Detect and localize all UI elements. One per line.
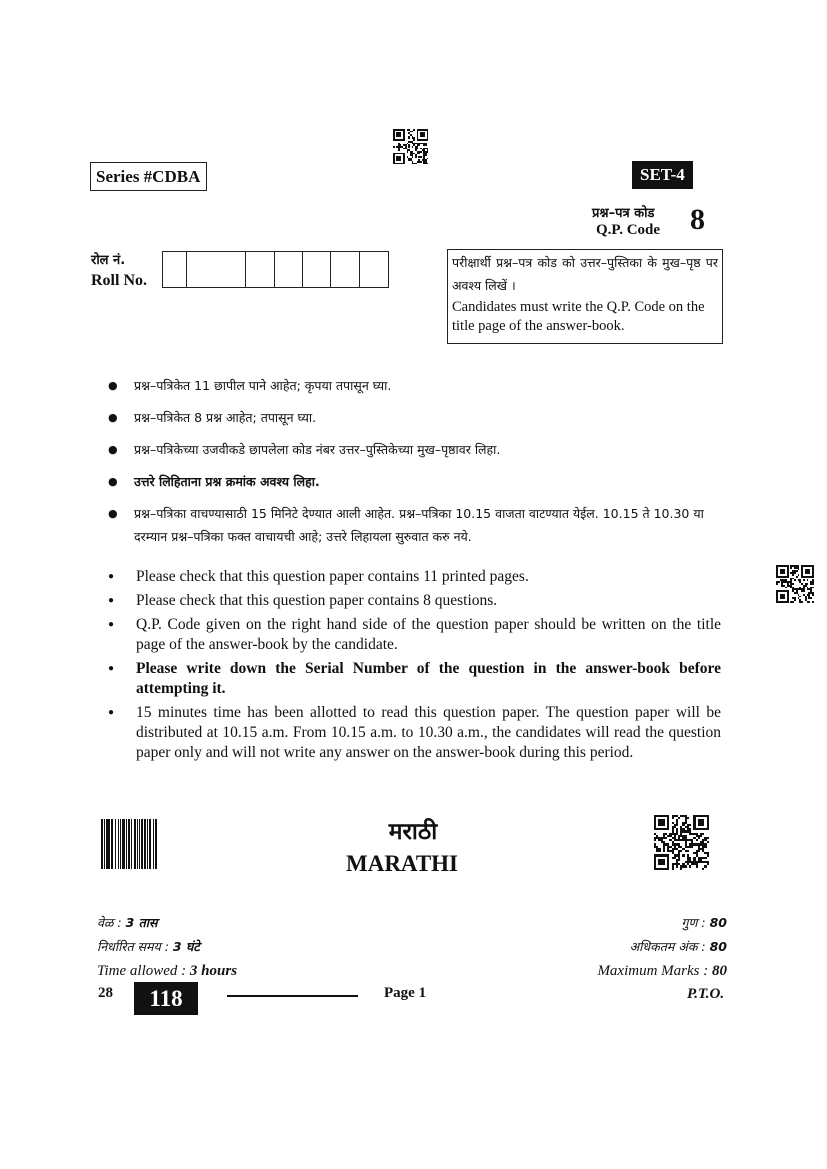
instruction-item: ● प्रश्न–पत्रिका वाचण्यासाठी 15 मिनिटे देण्यात आली आहेत. प्रश्न–पत्रिका 10.15 वाजता वाटण्यात येईल. 10.15 ते 10.30 या दरम्यान प्रश्न–पत्रिका फक्त वाचायची आहे; उत्तरे लिहायला सुरुवात करु नये. [108,502,723,548]
qr-code-subject [654,815,709,870]
roll-digit-box[interactable] [360,252,388,287]
notice-text-english: Candidates must write the Q.P. Code on the title page of the answer-book. [452,299,705,334]
roll-label-marathi: रोल नं. [91,253,126,268]
barcode [101,819,201,869]
roll-digit-box[interactable] [163,252,187,287]
time-line-marathi: वेळ : 3 तास [97,915,158,930]
instructions-marathi [108,374,723,557]
paper-code-badge: 118 [134,982,198,1015]
instruction-item: ● Q.P. Code given on the right hand side of the question paper should be written on the title page of the answer-book by the candidate. [108,615,721,655]
time-line-hindi: निर्धारित समय : 3 घंटे [97,939,200,954]
instruction-item: ● प्रश्न–पत्रिकेत 11 छापील पाने आहेत; कृपया तपासून घ्या. [108,374,723,397]
footer-rule [227,995,358,997]
subject-title-english: MARATHI [346,851,459,876]
instruction-item: ● Please check that this question paper contains 11 printed pages. [108,567,721,587]
page-number: Page 1 [384,985,427,1001]
roll-digit-box[interactable] [303,252,331,287]
instruction-item: ● प्रश्न–पत्रिकेत 8 प्रश्न आहेत; तपासून घ्या. [108,406,723,429]
roll-label-english: Roll No. [91,272,147,289]
marks-line-english: Maximum Marks : 80 [597,963,727,979]
instruction-item: ● उत्तरे लिहिताना प्रश्न क्रमांक अवश्य लिहा. [108,470,723,493]
time-line-english: Time allowed : 3 hours [97,963,238,979]
qp-code-label-marathi: प्रश्न–पत्र कोड [592,206,655,221]
time-info [97,911,237,983]
set-badge: SET-4 [632,161,693,189]
page-count: 28 [98,985,113,1001]
instruction-item: ● 15 minutes time has been allotted to read this question paper. The question paper will be distributed at 10.15 a.m. From 10.15 a.m. to 10.30 a.m., the candidates will read the question paper only and will not write any answer on the answer-book during this period. [108,703,721,763]
qp-code-label-english: Q.P. Code [596,222,661,238]
instruction-item: ● प्रश्न–पत्रिकेच्या उजवीकडे छापलेला कोड नंबर उत्तर–पुस्तिकेच्या मुख–पृष्ठावर लिहा. [108,438,723,461]
roll-digit-box[interactable] [275,252,303,287]
subject-title-marathi: मराठी [388,819,438,845]
qr-code-side [776,565,814,603]
series-label: Series #CDBA [90,162,207,191]
qr-code-top [393,129,428,164]
roll-digit-box[interactable] [246,252,275,287]
notice-text-marathi: परीक्षार्थी प्रश्न–पत्र कोड को उत्तर–पुस्तिका के मुख–पृष्ठ पर अवश्य लिखें । [452,255,718,293]
qp-code-notice [447,249,723,344]
instructions-english [108,567,721,767]
roll-number-boxes[interactable] [162,251,389,288]
pto-label: P.T.O. [687,986,725,1002]
roll-digit-box[interactable] [187,252,246,287]
instruction-item: ● Please write down the Serial Number of the question in the answer-book before attempting it. [108,659,721,699]
marks-line-hindi: अधिकतम अंक : 80 [629,939,727,954]
roll-digit-box[interactable] [331,252,360,287]
marks-line-marathi: गुण : 80 [681,915,727,930]
qp-code-value: 8 [690,203,705,236]
instruction-item: ● Please check that this question paper contains 8 questions. [108,591,721,611]
marks-info [597,911,727,983]
